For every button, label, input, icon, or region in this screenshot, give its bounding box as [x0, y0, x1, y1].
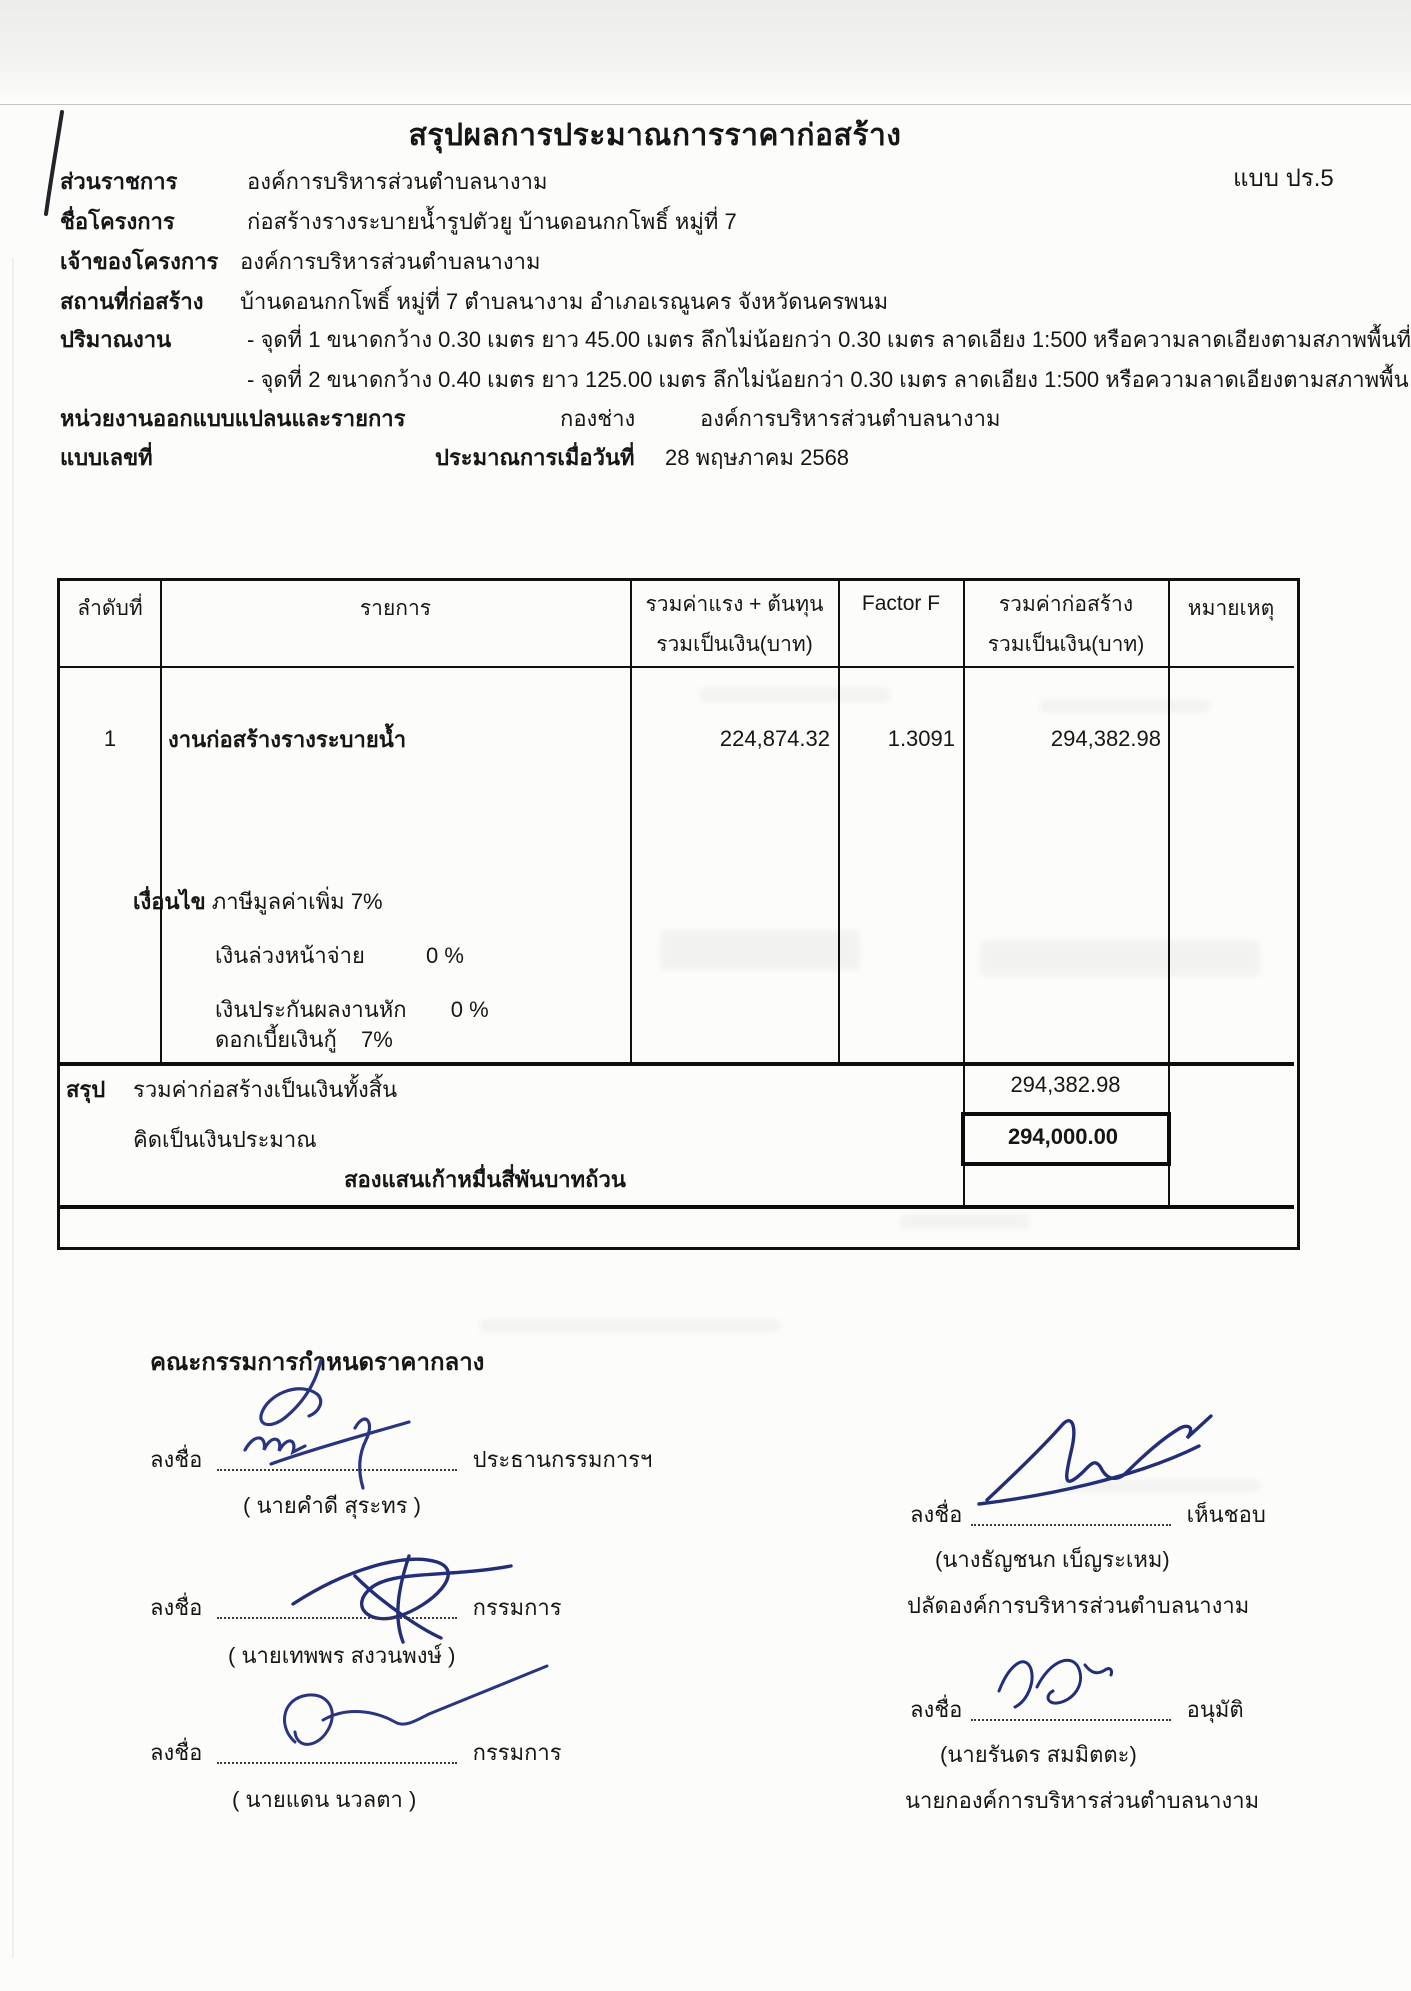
- signature-row-approve: [910, 1497, 1266, 1532]
- table-summary-divider: [57, 1062, 1294, 1066]
- conditions-advance: [215, 938, 464, 973]
- summary-rounded-label: คิดเป็นเงินประมาณ: [133, 1127, 317, 1152]
- table-row-total: 294,382.98: [1050, 726, 1161, 751]
- field-label-location: สถานที่ก่อสร้าง: [60, 289, 204, 314]
- conditions-retention-value: 0 %: [450, 997, 489, 1022]
- field-value-project: ก่อสร้างรางระบายน้ำรูปตัวยู บ้านดอนกกโพธิ์ หมู่ที่ 7: [247, 209, 737, 234]
- conditions-interest-label: ดอกเบี้ยเงินกู้: [215, 1027, 337, 1052]
- table-col-divider: [963, 578, 965, 1062]
- summary-rounded-value: 294,000.00: [1007, 1124, 1119, 1149]
- field-label-quantity: ปริมาณงาน: [60, 327, 172, 352]
- field-label-estimate-date: ประมาณการเมื่อวันที่: [435, 445, 635, 470]
- field-label-drawing-no: แบบเลขที่: [60, 445, 153, 470]
- table-col-divider: [160, 578, 162, 1062]
- sign-label: ลงชื่อ: [150, 1447, 203, 1472]
- signature-line: [217, 1449, 457, 1471]
- signature-line: [971, 1699, 1171, 1721]
- signature-row-chairman: [150, 1442, 652, 1477]
- table-row-cost: 224,874.32: [719, 726, 830, 751]
- signature-name-approve: (นางธัญชนก เบ็ญระเหม): [935, 1547, 1170, 1572]
- table-col-divider: [630, 578, 632, 1062]
- field-label-project: ชื่อโครงการ: [60, 209, 175, 234]
- col-header-factor: Factor F: [861, 592, 941, 615]
- table-bottom-divider: [57, 1205, 1294, 1209]
- table-col-divider: [1168, 578, 1170, 1062]
- col-header-total-line2: รวมเป็นเงิน(บาท): [987, 633, 1145, 656]
- form-code: แบบ ปร.5: [1233, 165, 1334, 192]
- signature-line: [971, 1504, 1171, 1526]
- field-label-designer: หน่วยงานออกแบบแปลนและรายการ: [60, 406, 406, 431]
- signature-line: [217, 1597, 457, 1619]
- conditions-interest: [215, 1022, 393, 1057]
- committee-title: คณะกรรมการกำหนดราคากลาง: [150, 1349, 485, 1376]
- col-header-total-line1: รวมค่าก่อสร้าง: [998, 593, 1134, 616]
- signature-name-chairman: ( นายคำดี สุระทร ): [243, 1493, 422, 1518]
- field-value-designer-org: องค์การบริหารส่วนตำบลนางาม: [700, 406, 1001, 431]
- signature-role: อนุมัติ: [1186, 1697, 1244, 1722]
- conditions-vat: ภาษีมูลค่าเพิ่ม 7%: [211, 889, 383, 914]
- conditions-advance-label: เงินล่วงหน้าจ่าย: [215, 943, 365, 968]
- signature-position-approve: ปลัดองค์การบริหารส่วนตำบลนางาม: [907, 1593, 1250, 1618]
- signature-position-authorize: นายกองค์การบริหารส่วนตำบลนางาม: [905, 1788, 1260, 1813]
- paper-top-shadow: [0, 0, 1411, 105]
- sign-label: ลงชื่อ: [150, 1595, 203, 1620]
- signature-line: [217, 1742, 457, 1764]
- field-value-designer-unit: กองช่าง: [560, 406, 636, 431]
- page-title: สรุปผลการประมาณการราคาก่อสร้าง: [408, 119, 902, 152]
- summary-label: สรุป: [66, 1077, 106, 1102]
- conditions-retention-label: เงินประกันผลงานหัก: [215, 997, 407, 1022]
- field-value-owner: องค์การบริหารส่วนตำบลนางาม: [240, 249, 541, 274]
- sign-label: ลงชื่อ: [150, 1740, 203, 1765]
- field-label-department: ส่วนราชการ: [60, 169, 178, 194]
- table-row-factor: 1.3091: [887, 726, 955, 751]
- paper-edge-line: [12, 258, 14, 1958]
- col-header-note: หมายเหตุ: [1187, 597, 1275, 620]
- conditions-line: [133, 884, 383, 919]
- signature-name-member2: ( นายเทพพร สงวนพงษ์ ): [228, 1643, 456, 1668]
- col-header-item: รายการ: [359, 597, 432, 620]
- field-value-department: องค์การบริหารส่วนตำบลนางาม: [247, 169, 548, 194]
- signature-role: เห็นชอบ: [1186, 1502, 1266, 1527]
- signature-row-member3: [150, 1735, 562, 1770]
- field-value-estimate-date: 28 พฤษภาคม 2568: [665, 445, 850, 470]
- sign-label: ลงชื่อ: [910, 1502, 963, 1527]
- col-header-cost-line1: รวมค่าแรง + ต้นทุน: [645, 593, 824, 616]
- signature-name-member3: ( นายแดน นวลตา ): [232, 1787, 417, 1812]
- field-value-quantity-line1: - จุดที่ 1 ขนาดกว้าง 0.30 เมตร ยาว 45.00 เมตร ลึกไม่น้อยกว่า 0.30 เมตร ลาดเอียง 1:500 หรือความลาดเอียงตามสภาพพื้นที่: [247, 327, 1411, 352]
- field-label-owner: เจ้าของโครงการ: [60, 249, 219, 274]
- signature-row-authorize: [910, 1692, 1244, 1727]
- summary-total-value: 294,382.98: [1010, 1072, 1121, 1097]
- table-row-item: งานก่อสร้างรางระบายน้ำ: [168, 727, 407, 752]
- signature-role: กรรมการ: [472, 1595, 562, 1620]
- conditions-interest-value: 7%: [360, 1027, 393, 1052]
- pen-mark: [40, 108, 70, 218]
- summary-total-label: รวมค่าก่อสร้างเป็นเงินทั้งสิ้น: [133, 1077, 398, 1102]
- field-value-quantity-line2: - จุดที่ 2 ขนาดกว้าง 0.40 เมตร ยาว 125.00 เมตร ลึกไม่น้อยกว่า 0.30 เมตร ลาดเอียง 1:500 หรือความลาดเอียงตามสภาพพื้น: [247, 367, 1409, 392]
- signature-role: กรรมการ: [472, 1740, 562, 1765]
- field-value-location: บ้านดอนกกโพธิ์ หมู่ที่ 7 ตำบลนางาม อำเภอเรณูนคร จังหวัดนครพนม: [240, 289, 889, 314]
- table-header-divider: [57, 666, 1294, 668]
- col-header-no: ลำดับที่: [77, 597, 143, 620]
- sign-label: ลงชื่อ: [910, 1697, 963, 1722]
- summary-amount-text: สองแสนเก้าหมื่นสี่พันบาทถ้วน: [344, 1167, 626, 1192]
- signature-role: ประธานกรรมการฯ: [472, 1447, 653, 1472]
- table-col-divider: [838, 578, 840, 1062]
- col-header-cost-line2: รวมเป็นเงิน(บาท): [656, 633, 813, 656]
- conditions-title: เงื่อนไข: [133, 889, 206, 914]
- table-row-no: 1: [103, 726, 117, 751]
- signature-name-authorize: (นายรันดร สมมิตตะ): [940, 1742, 1137, 1767]
- conditions-advance-value: 0 %: [426, 943, 464, 968]
- bleed-through-artifact: [480, 1320, 780, 1332]
- signature-row-member2: [150, 1590, 562, 1625]
